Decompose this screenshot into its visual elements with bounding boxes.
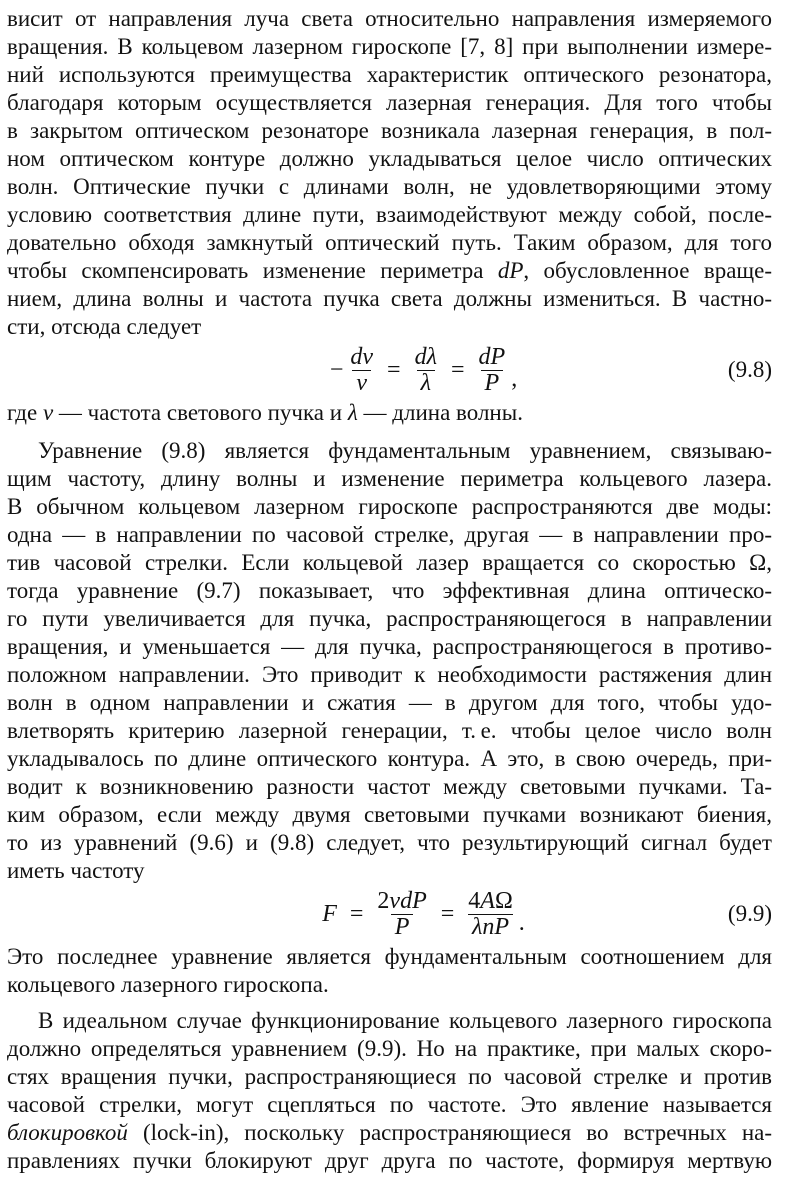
text-line [7, 89, 772, 117]
equation-number: (9.9) [727, 901, 772, 926]
denominator [481, 370, 504, 396]
operator: = [450, 356, 465, 383]
denominator [468, 914, 513, 940]
equation-body [322, 889, 525, 940]
text-run: блокировкой [7, 1120, 128, 1145]
text-line [7, 285, 772, 313]
text-run: Это последнее уравнение является фундаментальным соотношением для [7, 944, 772, 969]
text-run: В обычном кольцевом лазерном гироскопе распространяются две моды: [7, 494, 772, 519]
text-run: водит к возникновению разности частот между световыми пучками. Та- [7, 774, 772, 799]
text-line [7, 829, 772, 857]
text-run: вращения, и уменьшается — для пучка, распространяющегося в противо- [7, 634, 772, 659]
text-line [7, 437, 772, 465]
text-line [7, 33, 772, 61]
paragraph-ring-laser-modes [7, 437, 772, 885]
text-run: ким образом, если между двумя световыми пучками возникают биения, [7, 802, 772, 827]
text-run: часовой стрелки, могут сцепляться по частоте. Это явление называется [7, 1092, 772, 1117]
text-line [7, 773, 772, 801]
math-variable: ν [42, 400, 54, 425]
operator: = [440, 900, 455, 927]
math-variable: dλ [414, 343, 437, 370]
equation-text [330, 357, 344, 384]
text-line [7, 201, 772, 229]
text-run: довательно обходя замкнутый оптический путь. Таким образом, для того [7, 230, 772, 255]
text-line [7, 1091, 772, 1119]
equation-9-9 [7, 887, 772, 941]
text-run: − [329, 356, 344, 383]
text-run: щим частоту, длину волны и изменение периметра кольцевого лазера. [7, 466, 772, 491]
text-line [7, 399, 772, 427]
text-line [7, 465, 772, 493]
text-run: тив часовой стрелки. Если кольцевой лазер вращается со скоростью Ω, [7, 550, 772, 575]
text-line [7, 521, 772, 549]
text-line [7, 313, 772, 341]
fraction [411, 345, 441, 396]
text-line [7, 117, 772, 145]
text-line [7, 1147, 772, 1175]
text-run: , обусловленное враще- [523, 258, 772, 283]
text-run: го пути увеличивается для пучка, распространяющегося в направлении [7, 606, 772, 631]
equation-body [330, 345, 517, 396]
math-variable: λ [420, 369, 431, 396]
text-run: где [7, 400, 43, 425]
text-run: одна — в направлении по часовой стрелке, другая — в направлении про- [7, 522, 772, 547]
text-line [7, 257, 772, 285]
text-run: висит от направления луча света относительно направления измеряемого [7, 6, 772, 31]
numerator [411, 345, 441, 370]
fraction [464, 889, 517, 940]
math-variable: dP [478, 343, 506, 370]
math-variable: dP [497, 258, 524, 283]
text-line [7, 173, 772, 201]
text-line [7, 145, 772, 173]
text-run: волн. Оптические пучки с длинами волн, не удовлетворяющими этому [7, 174, 772, 199]
paragraph-continuation [7, 5, 772, 341]
math-variable: λ [347, 400, 358, 425]
equation-number: (9.8) [727, 357, 772, 382]
text-line [7, 493, 772, 521]
text-run: иметь частоту [7, 858, 145, 883]
denominator [391, 914, 414, 940]
text-run: — частота светового пучка и [53, 400, 348, 425]
equation-text [322, 901, 337, 928]
text-line [7, 801, 772, 829]
math-variable: λnP [472, 913, 510, 940]
math-variable: P [394, 913, 410, 940]
text-run: укладывалось по длине оптического контура. А это, в свою очередь, при- [7, 746, 772, 771]
text-line [7, 943, 772, 971]
math-variable: A [480, 887, 495, 914]
text-line [7, 745, 772, 773]
text-run: ном оптическом контуре должно укладываться целое число оптических [7, 146, 772, 171]
fraction [346, 345, 377, 396]
numerator [346, 345, 377, 370]
text-line [7, 1007, 772, 1035]
text-run: то из уравнений (9.6) и (9.8) следует, что результирующий сигнал будет [7, 830, 772, 855]
page-content [7, 5, 772, 1175]
text-run: в закрытом оптическом резонаторе возникала лазерная генерация, в пол- [7, 118, 772, 143]
text-run: Уравнение (9.8) является фундаментальным уравнением, связываю- [38, 438, 772, 463]
text-line [7, 229, 772, 257]
math-variable: ν [356, 369, 368, 396]
text-run: положном направлении. Это приводит к необходимости растяжения длин [7, 662, 772, 687]
text-line [7, 1035, 772, 1063]
text-line [7, 549, 772, 577]
text-line [7, 717, 772, 745]
numerator [464, 889, 517, 914]
text-line [7, 1119, 772, 1147]
text-line [7, 5, 772, 33]
text-run: сти, отсюда следует [7, 314, 202, 339]
text-run: вращения. В кольцевом лазерном гироскопе [7, 8] при выполнении измере- [7, 34, 772, 59]
text-line [7, 61, 772, 89]
text-run: Ω [494, 887, 513, 914]
math-variable: dν [350, 343, 374, 370]
fraction [373, 889, 430, 940]
denominator [352, 370, 371, 396]
text-line [7, 857, 772, 885]
text-run: кольцевого лазерного гироскопа. [7, 972, 329, 997]
text-line [7, 661, 772, 689]
text-run: влетворять критерию лазерной генерации, т. е. чтобы целое число волн [7, 718, 772, 743]
text-run: тогда уравнение (9.7) показывает, что эффективная длина оптическо- [7, 578, 772, 603]
text-run: благодаря которым осуществляется лазерная генерация. Для того чтобы [7, 90, 772, 115]
text-run: В идеальном случае функционирование кольцевого лазерного гироскопа [38, 1008, 772, 1033]
text-line [7, 971, 772, 999]
text-run: должно определяться уравнением (9.9). Но на практике, при малых скоро- [7, 1036, 772, 1061]
fraction [475, 345, 510, 396]
text-run: , [511, 365, 518, 392]
equation-text [519, 910, 525, 937]
equation-9-8 [7, 343, 772, 397]
text-line [7, 689, 772, 717]
math-variable: P [484, 369, 500, 396]
numerator [373, 889, 430, 914]
text-run: . [518, 909, 525, 936]
text-run: 4 [468, 887, 481, 914]
operator: = [349, 900, 364, 927]
text-run: ний используются преимущества характеристик оптического резонатора, [7, 62, 772, 87]
text-run: (lock-in), поскольку распространяющиеся во встречных на- [127, 1120, 772, 1145]
math-variable: νdP [389, 887, 427, 914]
text-run: 2 [377, 887, 390, 914]
math-variable: F [322, 900, 337, 927]
text-line [7, 633, 772, 661]
where-clause [7, 399, 772, 427]
denominator [417, 370, 435, 396]
text-run: чтобы скомпенсировать изменение периметра [7, 258, 498, 283]
text-run: правлениях пучки блокируют друг друга по частоте, формируя мертвую [7, 1148, 772, 1173]
numerator [475, 345, 510, 370]
paragraph-lock-in [7, 1007, 772, 1175]
text-run: стях вращения пучки, распространяющиеся по часовой стрелке и против [7, 1064, 772, 1089]
text-line [7, 605, 772, 633]
text-run: — длина волны. [357, 400, 523, 425]
equation-text [511, 366, 517, 393]
text-line [7, 577, 772, 605]
paragraph-fundamental-relation [7, 943, 772, 999]
text-run: условию соответствия длине пути, взаимодействуют между собой, после- [7, 202, 772, 227]
operator: = [387, 356, 401, 383]
text-line [7, 1063, 772, 1091]
text-run: нием, длина волны и частота пучка света должны измениться. В частно- [7, 286, 772, 311]
text-run: волн в одном направлении и сжатия — в другом для того, чтобы удо- [7, 690, 772, 715]
